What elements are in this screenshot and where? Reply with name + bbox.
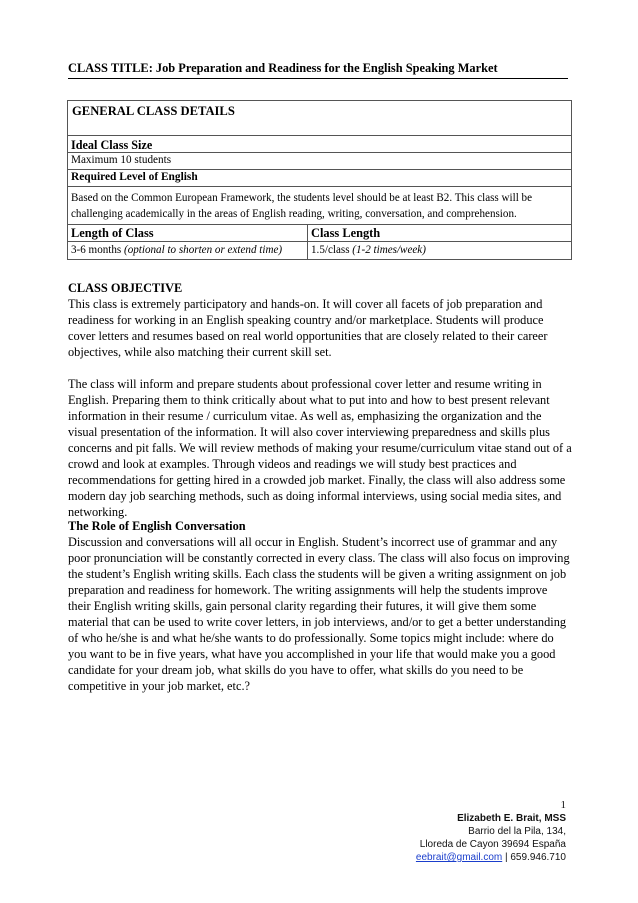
class-objective-section	[68, 280, 573, 520]
class-details-table	[67, 100, 572, 260]
english-conversation-heading: The Role of English Conversation	[68, 519, 246, 533]
class-objective-paragraph-1: This class is extremely participatory and hands-on. It will cover all facets of job preparation and readiness for working in an English speaking country and/or marketplace. Students will produce cover letters and resumes based on real world opportunities that are closely related to their career objectives, while also matching their current skill set.	[68, 297, 548, 359]
ideal-class-size-value: Maximum 10 students	[68, 152, 571, 169]
length-of-class-main: 3-6 months	[71, 244, 122, 256]
english-conversation-paragraph: Discussion and conversations will all occur in English. Student’s incorrect use of grammar and any poor pronunciation will be constantly corrected in every class. The class will also focus on improving the student’s English writing skills. Each class the students will be given a writing assignment on job preparation and readiness for homework. The writing assignments will help the students improve their English writing skills, gain personal clarity regarding their futures, it will give them some material that can be used to write cover letters, in job interviews, and/or to get a better understanding of who he/she is and what he/she wants to do professionally. Some topics might include: where do you want to be in five years, what have you accomplished in your life that would make you a good candidate for your dream job, what skills do you have to offer, what skills do you need to be competitive in your job market, etc.?	[68, 535, 570, 693]
class-length-note: (1-2 times/week)	[352, 244, 426, 256]
address-line-1: Barrio del la Pila, 134,	[468, 826, 566, 837]
class-length-main: 1.5/class	[311, 244, 350, 256]
english-conversation-section	[68, 518, 573, 694]
class-objective-paragraph-2: The class will inform and prepare students about professional cover letter and resume writing in English. Preparing them to think critically about what to put into and how to best present relevant information in their resume / curriculum vitae. As well as, emphasizing the organization and the visual presentation of the information. It will also cover interviewing preparedness and skills plus concerns and pit falls. We will review methods of making your resume/curriculum vitae stand out of a crowd and look at examples. Through videos and readings we will study best practices and recommendations for getting hired in a crowded job market. Finally, the class will also address some modern day job searching methods, such as doing informal interviews, using social media sites, and networking.	[68, 377, 572, 519]
length-header-row	[68, 224, 571, 241]
page-footer	[416, 798, 566, 864]
contact-separator: |	[502, 852, 511, 863]
required-level-description: Based on the Common European Framework, the students level should be at least B2. This class will be challenging academically in the areas of English reading, writing, conversation, and comprehension.	[68, 186, 571, 224]
required-level-label: Required Level of English	[68, 169, 571, 186]
length-value-row	[68, 241, 571, 259]
contact-line	[416, 851, 566, 864]
class-length-value	[308, 242, 571, 259]
document-title: CLASS TITLE: Job Preparation and Readiness for the English Speaking Market	[68, 60, 568, 79]
class-objective-heading: CLASS OBJECTIVE	[68, 281, 183, 295]
length-of-class-note: (optional to shorten or extend time)	[124, 244, 283, 256]
class-length-label: Class Length	[311, 226, 381, 240]
page-number: 1	[560, 799, 566, 811]
ideal-class-size-label: Ideal Class Size	[68, 135, 571, 152]
details-table-header: GENERAL CLASS DETAILS	[72, 104, 235, 118]
phone-number: 659.946.710	[510, 852, 566, 863]
length-of-class-value	[68, 242, 308, 259]
address-line-2: Lloreda de Cayon 39694 España	[419, 839, 566, 850]
author-name: Elizabeth E. Brait, MSS	[457, 813, 566, 824]
length-of-class-label: Length of Class	[68, 225, 308, 241]
email-link[interactable]: eebrait@gmail.com	[415, 852, 503, 863]
